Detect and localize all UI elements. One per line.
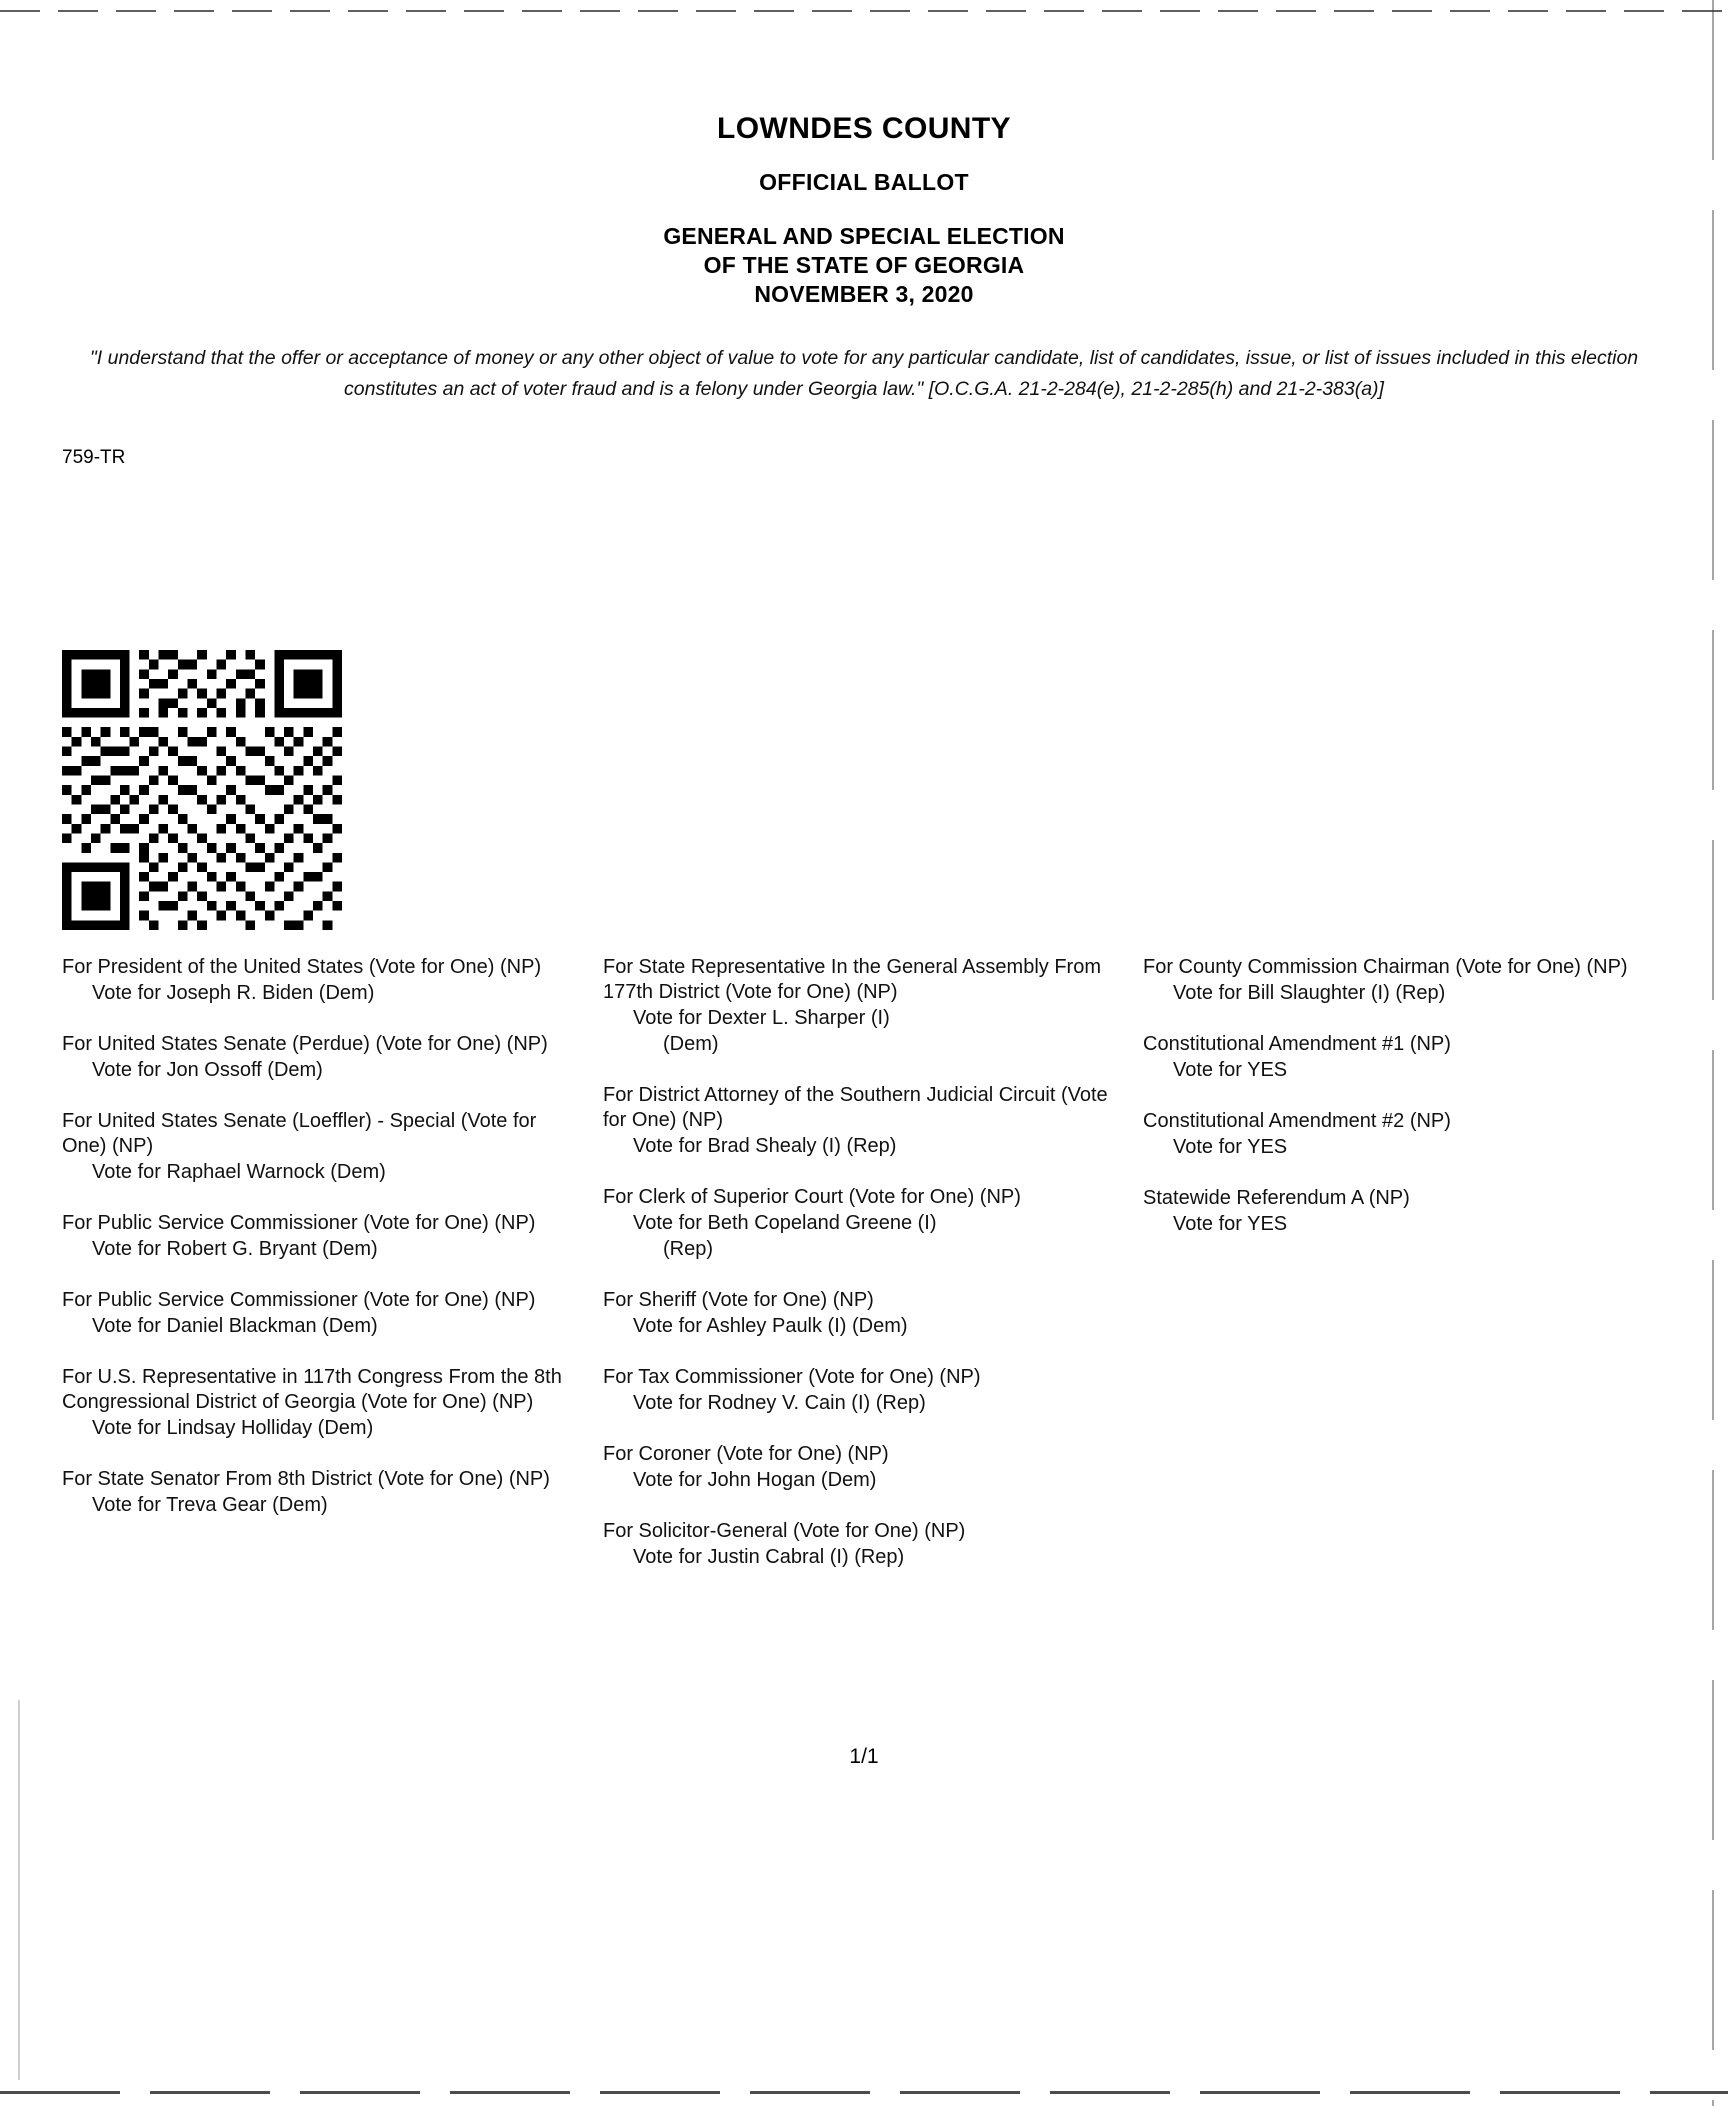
ballot-header xyxy=(0,0,1728,309)
contest xyxy=(603,1185,1123,1262)
contest-choice: Vote for Raphael Warnock (Dem) xyxy=(92,1161,386,1183)
contest-title: For County Commission Chairman (Vote for One) (NP) xyxy=(1143,956,1628,978)
contest-choice: Vote for YES xyxy=(1173,1059,1288,1081)
contest xyxy=(603,1519,1123,1570)
contest xyxy=(603,1083,1123,1159)
scan-artifact-bottom xyxy=(0,2091,1728,2094)
contest-choice: Vote for Beth Copeland Greene (I) xyxy=(633,1212,937,1234)
scan-artifact-top xyxy=(0,10,1728,12)
contest xyxy=(603,955,1123,1057)
contest-choice: Vote for Lindsay Holliday (Dem) xyxy=(92,1417,374,1439)
contest xyxy=(603,1288,1123,1339)
ballot-style-id: 759-TR xyxy=(62,447,126,468)
contest-choice: Vote for Bill Slaughter (I) (Rep) xyxy=(1173,982,1446,1004)
contest xyxy=(62,1109,583,1185)
contest-choice-continuation: (Rep) xyxy=(663,1238,714,1260)
contest-title: Statewide Referendum A (NP) xyxy=(1143,1187,1410,1209)
contest-title: For Public Service Commissioner (Vote for One) (NP) xyxy=(62,1289,536,1311)
contest-title: For State Senator From 8th District (Vote for One) (NP) xyxy=(62,1468,550,1490)
election-title-line2: OF THE STATE OF GEORGIA xyxy=(703,252,1025,278)
contest xyxy=(62,955,583,1006)
contest xyxy=(1143,1109,1653,1160)
contest xyxy=(603,1442,1123,1493)
contest-title: For State Representative In the General Assembly From 177th District (Vote for One) (NP) xyxy=(603,956,1101,1003)
contest-choice: Vote for YES xyxy=(1173,1136,1288,1158)
contest-column-2 xyxy=(595,955,1135,1596)
contest-title: For Coroner (Vote for One) (NP) xyxy=(603,1443,889,1465)
election-title-line1: GENERAL AND SPECIAL ELECTION xyxy=(663,223,1065,249)
contest-columns xyxy=(62,955,1672,1596)
contest-title: For Public Service Commissioner (Vote for One) (NP) xyxy=(62,1212,536,1234)
contest-title: Constitutional Amendment #2 (NP) xyxy=(1143,1110,1451,1132)
contest xyxy=(1143,955,1653,1006)
contest-choice: Vote for YES xyxy=(1173,1213,1288,1235)
contest-column-1 xyxy=(62,955,595,1596)
contest-title: For District Attorney of the Southern Judicial Circuit (Vote for One) (NP) xyxy=(603,1084,1108,1131)
scan-artifact-right xyxy=(1712,0,1714,2106)
county-title: LOWNDES COUNTY xyxy=(717,112,1011,145)
contest-title: For United States Senate (Loeffler) - Special (Vote for One) (NP) xyxy=(62,1110,537,1157)
contest-title: For Tax Commissioner (Vote for One) (NP) xyxy=(603,1366,981,1388)
contest-choice: Vote for Brad Shealy (I) (Rep) xyxy=(633,1135,897,1157)
contest xyxy=(603,1365,1123,1416)
contest-choice: Vote for Dexter L. Sharper (I) xyxy=(633,1007,890,1029)
official-ballot-label: OFFICIAL BALLOT xyxy=(759,169,969,195)
contest xyxy=(62,1365,583,1441)
contest-choice: Vote for Joseph R. Biden (Dem) xyxy=(92,982,375,1004)
voter-fraud-oath: "I understand that the offer or acceptance of money or any other object of value to vote for any particular candidate, list of candidates, issue, or list of issues included in this election constitutes an act of voter fraud and is a felony under Georgia law." [O.C.G.A. 21-2-284(e), 21-2-285(h) and 21-2-383(a)] xyxy=(89,347,1639,400)
contest-choice: Vote for John Hogan (Dem) xyxy=(633,1469,877,1491)
qr-code xyxy=(62,650,342,930)
contest xyxy=(62,1032,583,1083)
contest-choice: Vote for Justin Cabral (I) (Rep) xyxy=(633,1546,905,1568)
contest-title: For U.S. Representative in 117th Congress From the 8th Congressional District of Georgia (Vote for One) (NP) xyxy=(62,1366,562,1413)
contest-title: For United States Senate (Perdue) (Vote for One) (NP) xyxy=(62,1033,548,1055)
contest xyxy=(62,1288,583,1339)
contest xyxy=(1143,1032,1653,1083)
contest-choice-continuation: (Dem) xyxy=(663,1033,719,1055)
contest-choice: Vote for Rodney V. Cain (I) (Rep) xyxy=(633,1392,926,1414)
contest-column-3 xyxy=(1135,955,1665,1596)
contest-choice: Vote for Ashley Paulk (I) (Dem) xyxy=(633,1315,908,1337)
contest-title: For Solicitor-General (Vote for One) (NP) xyxy=(603,1520,966,1542)
contest-title: For President of the United States (Vote for One) (NP) xyxy=(62,956,542,978)
contest-choice: Vote for Jon Ossoff (Dem) xyxy=(92,1059,323,1081)
election-date: NOVEMBER 3, 2020 xyxy=(754,281,974,307)
contest-choice: Vote for Treva Gear (Dem) xyxy=(92,1494,328,1516)
contest xyxy=(62,1467,583,1518)
contest-choice: Vote for Robert G. Bryant (Dem) xyxy=(92,1238,378,1260)
contest-title: Constitutional Amendment #1 (NP) xyxy=(1143,1033,1451,1055)
contest xyxy=(62,1211,583,1262)
page-number: 1/1 xyxy=(849,1745,879,1768)
contest-choice: Vote for Daniel Blackman (Dem) xyxy=(92,1315,378,1337)
contest-title: For Clerk of Superior Court (Vote for One) (NP) xyxy=(603,1186,1021,1208)
contest-title: For Sheriff (Vote for One) (NP) xyxy=(603,1289,874,1311)
contest xyxy=(1143,1186,1653,1237)
